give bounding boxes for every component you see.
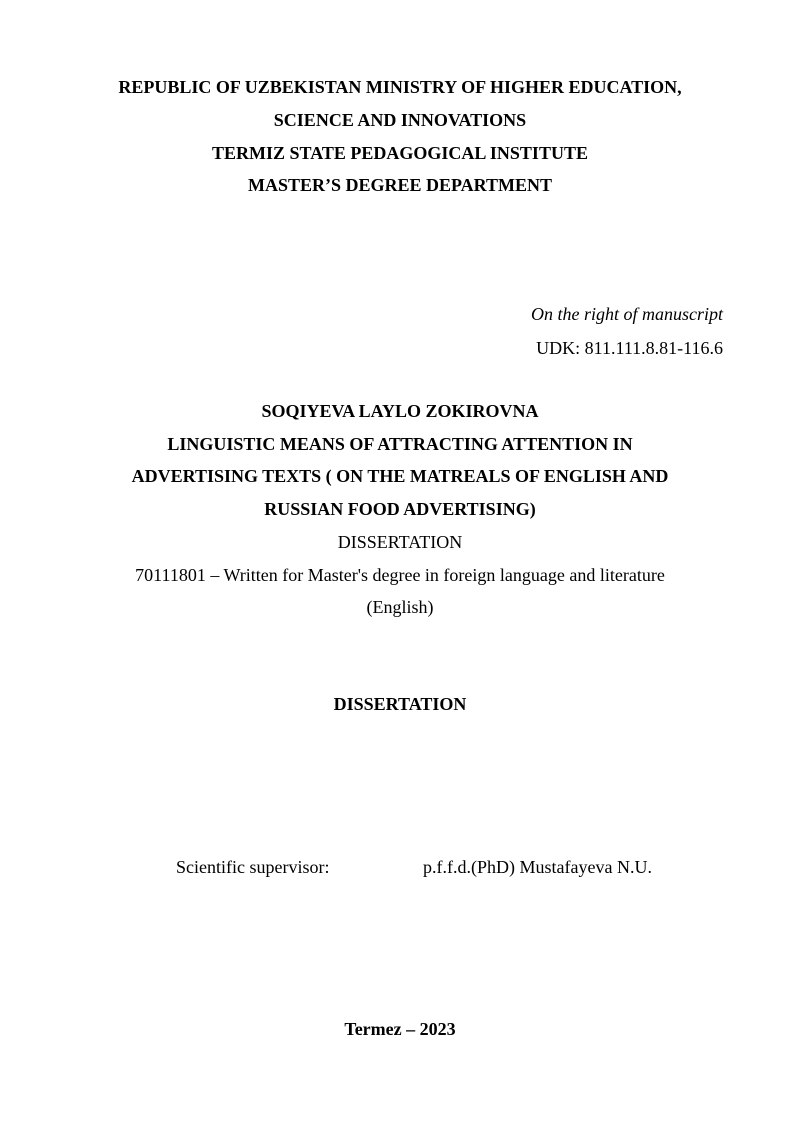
- document-type-heading: DISSERTATION: [333, 694, 467, 714]
- institute-name: TERMIZ STATE PEDAGOGICAL INSTITUTE: [212, 143, 588, 163]
- specialty-line-2: (English): [366, 597, 434, 617]
- dissertation-title-line-1: LINGUISTIC MEANS OF ATTRACTING ATTENTION IN: [167, 434, 633, 454]
- document-type: DISSERTATION: [337, 532, 463, 552]
- ministry-heading-cont: SCIENCE AND INNOVATIONS: [273, 110, 527, 130]
- supervisor-label: Scientific supervisor:: [176, 857, 330, 877]
- specialty-line-1: 70111801 – Written for Master's degree in foreign language and literature: [135, 565, 665, 585]
- department-name: MASTER’S DEGREE DEPARTMENT: [247, 175, 553, 195]
- place-and-year: Termez – 2023: [344, 1019, 456, 1039]
- manuscript-note: On the right of manuscript: [531, 304, 723, 324]
- ministry-heading: REPUBLIC OF UZBEKISTAN MINISTRY OF HIGHER EDUCATION,: [118, 77, 682, 97]
- dissertation-title-line-3: RUSSIAN FOOD ADVERTISING): [264, 499, 536, 519]
- supervisor-name: p.f.f.d.(PhD) Mustafayeva N.U.: [423, 857, 652, 877]
- udk-code: UDK: 811.111.8.81-116.6: [536, 338, 723, 358]
- author-name: SOQIYEVA LAYLO ZOKIROVNA: [261, 401, 539, 421]
- dissertation-title-line-2: ADVERTISING TEXTS ( ON THE MATREALS OF ENGLISH AND: [131, 466, 669, 486]
